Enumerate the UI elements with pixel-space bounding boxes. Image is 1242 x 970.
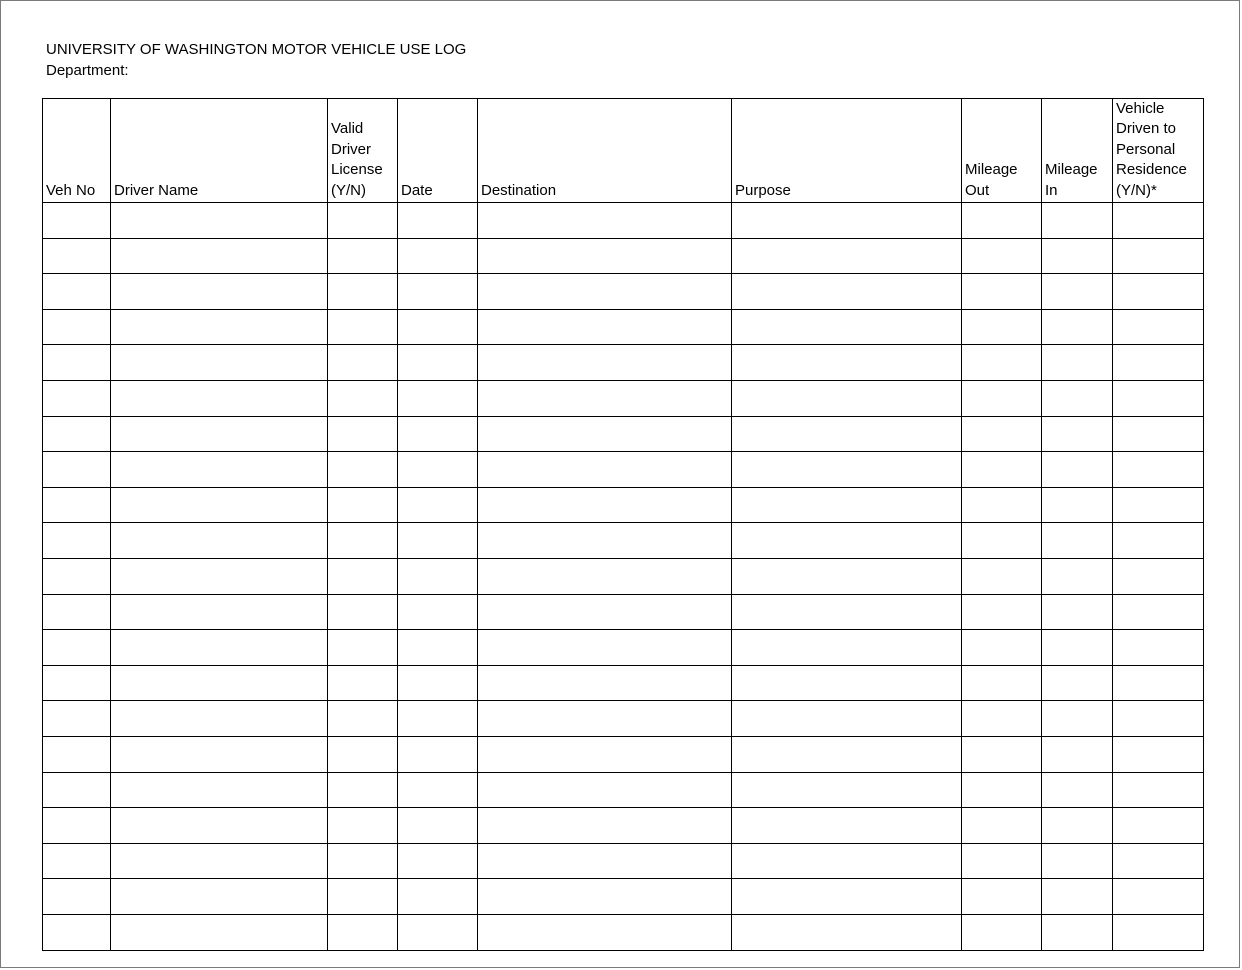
table-cell-veh-no[interactable] (43, 665, 111, 701)
table-cell-date[interactable] (398, 416, 478, 452)
table-cell-personal-residence[interactable] (1113, 701, 1204, 737)
table-cell-valid-license[interactable] (328, 487, 398, 523)
table-cell-valid-license[interactable] (328, 879, 398, 915)
table-cell-veh-no[interactable] (43, 238, 111, 274)
table-cell-personal-residence[interactable] (1113, 879, 1204, 915)
table-row (43, 381, 1204, 417)
table-cell-valid-license[interactable] (328, 594, 398, 630)
table-cell-driver-name[interactable] (111, 416, 328, 452)
table-row (43, 309, 1204, 345)
table-cell-destination[interactable] (478, 808, 732, 844)
table-row (43, 203, 1204, 239)
table-cell-purpose[interactable] (732, 879, 962, 915)
table-cell-mileage-out[interactable] (962, 808, 1042, 844)
table-cell-personal-residence[interactable] (1113, 594, 1204, 630)
table-cell-purpose[interactable] (732, 238, 962, 274)
table-cell-driver-name[interactable] (111, 701, 328, 737)
table-cell-destination[interactable] (478, 772, 732, 808)
table-cell-mileage-in[interactable] (1042, 309, 1113, 345)
table-cell-driver-name[interactable] (111, 808, 328, 844)
table-cell-date[interactable] (398, 558, 478, 594)
table-cell-mileage-out[interactable] (962, 558, 1042, 594)
table-cell-destination[interactable] (478, 665, 732, 701)
table-cell-driver-name[interactable] (111, 736, 328, 772)
table-cell-valid-license[interactable] (328, 381, 398, 417)
table-row (43, 665, 1204, 701)
table-row (43, 523, 1204, 559)
table-cell-personal-residence[interactable] (1113, 665, 1204, 701)
table-cell-valid-license[interactable] (328, 416, 398, 452)
table-row (43, 594, 1204, 630)
table-cell-valid-license[interactable] (328, 345, 398, 381)
table-cell-date[interactable] (398, 808, 478, 844)
table-cell-mileage-out[interactable] (962, 203, 1042, 239)
table-cell-mileage-out[interactable] (962, 701, 1042, 737)
table-cell-veh-no[interactable] (43, 914, 111, 950)
table-cell-personal-residence[interactable] (1113, 345, 1204, 381)
table-cell-destination[interactable] (478, 914, 732, 950)
table-cell-date[interactable] (398, 274, 478, 310)
table-cell-destination[interactable] (478, 879, 732, 915)
table-cell-mileage-out[interactable] (962, 772, 1042, 808)
table-cell-personal-residence[interactable] (1113, 416, 1204, 452)
table-cell-veh-no[interactable] (43, 879, 111, 915)
table-cell-veh-no[interactable] (43, 203, 111, 239)
table-row (43, 416, 1204, 452)
table-cell-valid-license[interactable] (328, 772, 398, 808)
table-cell-mileage-in[interactable] (1042, 808, 1113, 844)
table-cell-mileage-out[interactable] (962, 381, 1042, 417)
table-cell-veh-no[interactable] (43, 594, 111, 630)
table-cell-mileage-out[interactable] (962, 274, 1042, 310)
table-cell-purpose[interactable] (732, 558, 962, 594)
table-cell-personal-residence[interactable] (1113, 487, 1204, 523)
table-cell-date[interactable] (398, 203, 478, 239)
table-cell-personal-residence[interactable] (1113, 914, 1204, 950)
table-cell-valid-license[interactable] (328, 558, 398, 594)
page-title: UNIVERSITY OF WASHINGTON MOTOR VEHICLE USE LOG (46, 41, 467, 58)
column-header-mileage-in: Mileage In (1042, 99, 1113, 203)
table-cell-veh-no[interactable] (43, 416, 111, 452)
table-cell-mileage-in[interactable] (1042, 203, 1113, 239)
table-cell-personal-residence[interactable] (1113, 523, 1204, 559)
table-cell-personal-residence[interactable] (1113, 630, 1204, 666)
table-cell-mileage-out[interactable] (962, 309, 1042, 345)
table-cell-valid-license[interactable] (328, 630, 398, 666)
table-cell-date[interactable] (398, 487, 478, 523)
table-cell-personal-residence[interactable] (1113, 238, 1204, 274)
column-header-purpose: Purpose (732, 99, 962, 203)
table-cell-purpose[interactable] (732, 808, 962, 844)
table-cell-driver-name[interactable] (111, 630, 328, 666)
table-cell-driver-name[interactable] (111, 309, 328, 345)
table-cell-driver-name[interactable] (111, 523, 328, 559)
table-row (43, 736, 1204, 772)
table-header-row (43, 99, 1204, 203)
table-cell-purpose[interactable] (732, 452, 962, 488)
table-cell-date[interactable] (398, 630, 478, 666)
table-cell-mileage-out[interactable] (962, 594, 1042, 630)
table-cell-mileage-out[interactable] (962, 416, 1042, 452)
table-cell-destination[interactable] (478, 701, 732, 737)
table-cell-valid-license[interactable] (328, 523, 398, 559)
table-cell-date[interactable] (398, 843, 478, 879)
table-row (43, 701, 1204, 737)
table-cell-destination[interactable] (478, 630, 732, 666)
table-cell-valid-license[interactable] (328, 203, 398, 239)
table-cell-destination[interactable] (478, 558, 732, 594)
table-cell-valid-license[interactable] (328, 238, 398, 274)
table-cell-mileage-out[interactable] (962, 345, 1042, 381)
table-cell-mileage-out[interactable] (962, 452, 1042, 488)
table-row (43, 345, 1204, 381)
table-cell-driver-name[interactable] (111, 487, 328, 523)
column-header-veh-no: Veh No (43, 99, 111, 203)
table-cell-destination[interactable] (478, 238, 732, 274)
table-cell-date[interactable] (398, 879, 478, 915)
table-cell-date[interactable] (398, 345, 478, 381)
table-row (43, 452, 1204, 488)
table-cell-personal-residence[interactable] (1113, 274, 1204, 310)
table-cell-valid-license[interactable] (328, 665, 398, 701)
table-cell-driver-name[interactable] (111, 238, 328, 274)
table-cell-veh-no[interactable] (43, 523, 111, 559)
table-cell-driver-name[interactable] (111, 203, 328, 239)
table-row (43, 238, 1204, 274)
table-cell-purpose[interactable] (732, 665, 962, 701)
table-cell-date[interactable] (398, 523, 478, 559)
table-cell-mileage-out[interactable] (962, 523, 1042, 559)
table-cell-mileage-in[interactable] (1042, 523, 1113, 559)
table-cell-veh-no[interactable] (43, 345, 111, 381)
table-cell-purpose[interactable] (732, 701, 962, 737)
table-row (43, 879, 1204, 915)
table-cell-driver-name[interactable] (111, 879, 328, 915)
table-cell-veh-no[interactable] (43, 274, 111, 310)
table-cell-veh-no[interactable] (43, 558, 111, 594)
table-cell-mileage-out[interactable] (962, 843, 1042, 879)
table-cell-mileage-in[interactable] (1042, 274, 1113, 310)
table-cell-mileage-in[interactable] (1042, 238, 1113, 274)
table-cell-purpose[interactable] (732, 914, 962, 950)
table-row (43, 274, 1204, 310)
table-cell-personal-residence[interactable] (1113, 772, 1204, 808)
table-cell-purpose[interactable] (732, 736, 962, 772)
table-cell-purpose[interactable] (732, 843, 962, 879)
table-cell-valid-license[interactable] (328, 452, 398, 488)
table-cell-mileage-in[interactable] (1042, 487, 1113, 523)
table-cell-personal-residence[interactable] (1113, 309, 1204, 345)
table-cell-mileage-out[interactable] (962, 238, 1042, 274)
table-cell-mileage-in[interactable] (1042, 594, 1113, 630)
column-header-valid-driver-license: Valid Driver License (Y/N) (328, 99, 398, 203)
table-cell-purpose[interactable] (732, 274, 962, 310)
table-cell-destination[interactable] (478, 309, 732, 345)
table-cell-date[interactable] (398, 914, 478, 950)
table-cell-personal-residence[interactable] (1113, 736, 1204, 772)
table-cell-driver-name[interactable] (111, 594, 328, 630)
table-cell-mileage-in[interactable] (1042, 879, 1113, 915)
table-cell-personal-residence[interactable] (1113, 203, 1204, 239)
table-row (43, 914, 1204, 950)
table-cell-personal-residence[interactable] (1113, 381, 1204, 417)
column-header-driver-name: Driver Name (111, 99, 328, 203)
table-cell-purpose[interactable] (732, 203, 962, 239)
table-cell-mileage-in[interactable] (1042, 772, 1113, 808)
table-cell-driver-name[interactable] (111, 772, 328, 808)
table-cell-date[interactable] (398, 772, 478, 808)
table-cell-veh-no[interactable] (43, 808, 111, 844)
table-cell-veh-no[interactable] (43, 309, 111, 345)
table-cell-personal-residence[interactable] (1113, 452, 1204, 488)
table-cell-date[interactable] (398, 238, 478, 274)
table-cell-mileage-in[interactable] (1042, 630, 1113, 666)
table-cell-veh-no[interactable] (43, 630, 111, 666)
table-cell-mileage-in[interactable] (1042, 345, 1113, 381)
table-cell-destination[interactable] (478, 381, 732, 417)
table-cell-purpose[interactable] (732, 345, 962, 381)
table-cell-valid-license[interactable] (328, 736, 398, 772)
table-cell-valid-license[interactable] (328, 701, 398, 737)
column-header-date: Date (398, 99, 478, 203)
table-cell-veh-no[interactable] (43, 452, 111, 488)
column-header-mileage-out: Mileage Out (962, 99, 1042, 203)
table-cell-driver-name[interactable] (111, 843, 328, 879)
table-cell-veh-no[interactable] (43, 843, 111, 879)
table-row (43, 808, 1204, 844)
table-cell-veh-no[interactable] (43, 701, 111, 737)
table-cell-mileage-out[interactable] (962, 665, 1042, 701)
table-cell-destination[interactable] (478, 487, 732, 523)
table-cell-purpose[interactable] (732, 487, 962, 523)
table-row (43, 558, 1204, 594)
table-cell-valid-license[interactable] (328, 843, 398, 879)
table-cell-personal-residence[interactable] (1113, 843, 1204, 879)
table-cell-purpose[interactable] (732, 416, 962, 452)
column-header-personal-residence: Vehicle Driven to Personal Residence (Y/N)* (1113, 99, 1204, 203)
vehicle-use-log-table (42, 98, 1204, 951)
table-cell-destination[interactable] (478, 203, 732, 239)
table-cell-destination[interactable] (478, 274, 732, 310)
column-header-destination: Destination (478, 99, 732, 203)
table-cell-veh-no[interactable] (43, 736, 111, 772)
table-cell-valid-license[interactable] (328, 274, 398, 310)
table-cell-destination[interactable] (478, 452, 732, 488)
table-row (43, 630, 1204, 666)
table-cell-purpose[interactable] (732, 772, 962, 808)
table-cell-purpose[interactable] (732, 309, 962, 345)
table-cell-mileage-in[interactable] (1042, 452, 1113, 488)
table-cell-veh-no[interactable] (43, 772, 111, 808)
table-cell-mileage-out[interactable] (962, 736, 1042, 772)
table-cell-mileage-out[interactable] (962, 879, 1042, 915)
table-cell-purpose[interactable] (732, 523, 962, 559)
table-cell-date[interactable] (398, 381, 478, 417)
table-cell-valid-license[interactable] (328, 808, 398, 844)
table-cell-mileage-in[interactable] (1042, 701, 1113, 737)
table-cell-mileage-out[interactable] (962, 630, 1042, 666)
table-cell-mileage-in[interactable] (1042, 416, 1113, 452)
table-cell-veh-no[interactable] (43, 381, 111, 417)
table-cell-mileage-out[interactable] (962, 487, 1042, 523)
table-cell-destination[interactable] (478, 523, 732, 559)
table-cell-date[interactable] (398, 665, 478, 701)
table-cell-personal-residence[interactable] (1113, 558, 1204, 594)
table-row (43, 843, 1204, 879)
table-cell-driver-name[interactable] (111, 452, 328, 488)
table-cell-driver-name[interactable] (111, 665, 328, 701)
table-body (43, 203, 1204, 950)
table-cell-purpose[interactable] (732, 594, 962, 630)
table-cell-veh-no[interactable] (43, 487, 111, 523)
table-cell-driver-name[interactable] (111, 381, 328, 417)
table-row (43, 772, 1204, 808)
table-cell-mileage-in[interactable] (1042, 736, 1113, 772)
table-cell-destination[interactable] (478, 594, 732, 630)
table-cell-valid-license[interactable] (328, 309, 398, 345)
department-label: Department: (46, 62, 129, 79)
table-cell-purpose[interactable] (732, 381, 962, 417)
table-cell-mileage-in[interactable] (1042, 843, 1113, 879)
table-cell-date[interactable] (398, 594, 478, 630)
table-cell-personal-residence[interactable] (1113, 808, 1204, 844)
table-cell-mileage-in[interactable] (1042, 665, 1113, 701)
table-cell-destination[interactable] (478, 416, 732, 452)
table-cell-destination[interactable] (478, 843, 732, 879)
table-cell-destination[interactable] (478, 345, 732, 381)
table-cell-date[interactable] (398, 736, 478, 772)
table-cell-destination[interactable] (478, 736, 732, 772)
table-cell-date[interactable] (398, 452, 478, 488)
table-cell-driver-name[interactable] (111, 345, 328, 381)
table-cell-valid-license[interactable] (328, 914, 398, 950)
table-cell-date[interactable] (398, 701, 478, 737)
table-cell-driver-name[interactable] (111, 914, 328, 950)
table-cell-mileage-in[interactable] (1042, 381, 1113, 417)
table-cell-driver-name[interactable] (111, 274, 328, 310)
table-cell-mileage-out[interactable] (962, 914, 1042, 950)
table-cell-purpose[interactable] (732, 630, 962, 666)
table-cell-driver-name[interactable] (111, 558, 328, 594)
table-cell-mileage-in[interactable] (1042, 558, 1113, 594)
table-row (43, 487, 1204, 523)
table-cell-mileage-in[interactable] (1042, 914, 1113, 950)
table-cell-date[interactable] (398, 309, 478, 345)
